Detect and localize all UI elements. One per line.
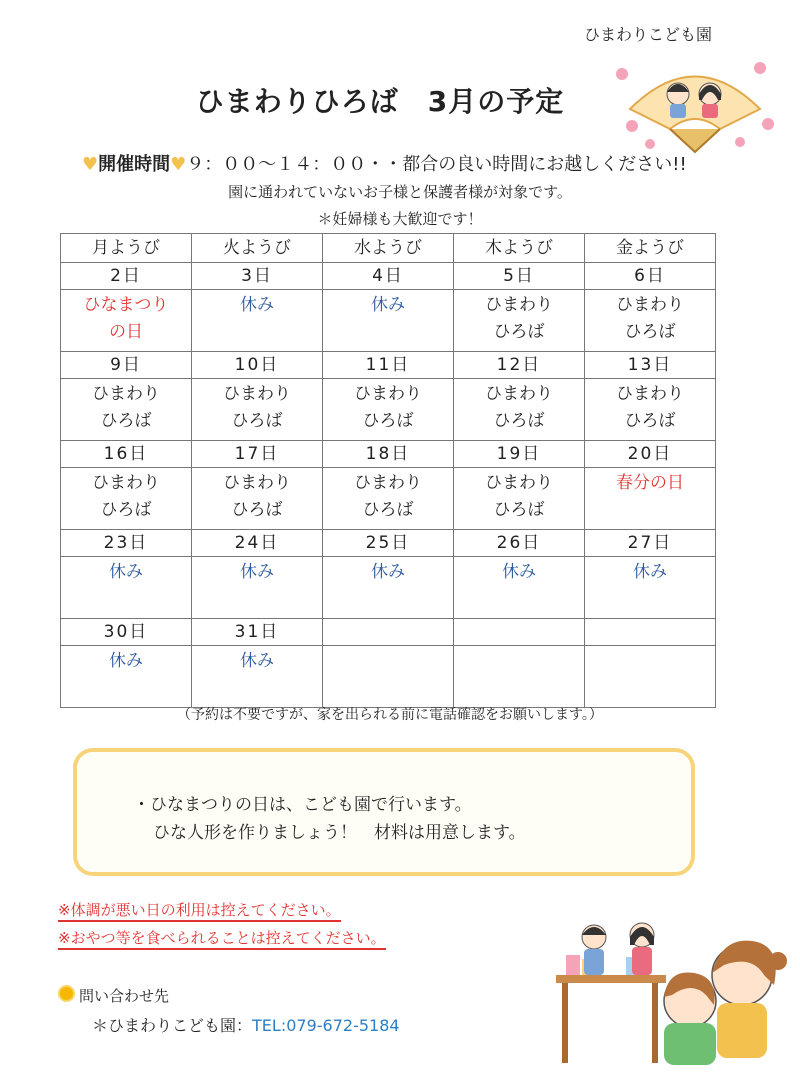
calendar-header-row (61, 234, 716, 263)
heart-icon: ♥ (82, 154, 99, 175)
org-name: ひまわりこども園 (584, 25, 713, 44)
date-cell: 18日 (323, 441, 454, 468)
activity-line: 休み (109, 651, 143, 671)
activity-line: 休み (633, 562, 667, 582)
activity-line: ひまわり (485, 384, 553, 404)
activity-cell (61, 468, 192, 530)
date-cell: 30日 (61, 619, 192, 646)
phone-number[interactable]: TEL:079-672-5184 (252, 1016, 400, 1035)
activity-cell (585, 468, 716, 530)
pregnant-welcome: ＊妊婦様も大歓迎です！ (317, 210, 483, 228)
children-hina-illustration (552, 915, 792, 1065)
date-row (61, 352, 716, 379)
activity-row (61, 646, 716, 708)
activity-line: ひろば (493, 500, 545, 520)
activity-line: ひろば (624, 411, 676, 431)
activity-row (61, 290, 716, 352)
contact-heading (58, 985, 169, 1006)
date-cell: 31日 (192, 619, 323, 646)
warning-text: ※体調が悪い日の利用は控えてください。 (58, 900, 341, 922)
weekday-header: 月ようび (61, 234, 192, 263)
hinamatsuri-info-box (73, 748, 695, 876)
date-cell: 16日 (61, 441, 192, 468)
activity-line: ひまわり (485, 473, 553, 493)
activity-line: ひまわり (223, 473, 291, 493)
activity-line: ひろば (493, 411, 545, 431)
activity-cell (323, 646, 454, 708)
activity-row (61, 557, 716, 619)
date-cell: 20日 (585, 441, 716, 468)
date-cell: 13日 (585, 352, 716, 379)
event-hours (82, 150, 687, 176)
activity-cell (454, 379, 585, 441)
activity-line: 休み (371, 295, 405, 315)
date-cell (454, 619, 585, 646)
date-cell: 10日 (192, 352, 323, 379)
date-cell: 25日 (323, 530, 454, 557)
activity-cell (454, 290, 585, 352)
activity-cell (192, 379, 323, 441)
weekday-header: 金ようび (585, 234, 716, 263)
activity-line: 休み (240, 295, 274, 315)
date-cell: 17日 (192, 441, 323, 468)
activity-line: ひまわり (92, 473, 160, 493)
warning-text: ※おやつ等を食べられることは控えてください。 (58, 928, 386, 950)
schedule-calendar (60, 233, 716, 708)
date-cell: 19日 (454, 441, 585, 468)
hina-fan-illustration (610, 54, 780, 154)
activity-line: ひなまつり (83, 295, 169, 315)
activity-line: ひろば (231, 500, 283, 520)
date-cell: 11日 (323, 352, 454, 379)
date-cell (585, 619, 716, 646)
activity-line: ひろば (231, 411, 283, 431)
weekday-header: 火ようび (192, 234, 323, 263)
activity-line: ひろば (624, 322, 676, 342)
activity-line: ひまわり (354, 384, 422, 404)
contact-line (92, 1013, 400, 1036)
activity-cell (585, 557, 716, 619)
activity-line: 休み (371, 562, 405, 582)
hours-text: ９：００～１４：００・・都合の良い時間にお越しください!! (186, 154, 687, 175)
hours-label: 開催時間 (98, 154, 171, 175)
date-cell (323, 619, 454, 646)
heart-icon: ♥ (170, 154, 187, 175)
activity-cell (61, 290, 192, 352)
activity-line: ひまわり (616, 384, 684, 404)
date-cell: 9日 (61, 352, 192, 379)
activity-line: ひまわり (92, 384, 160, 404)
activity-line: ひまわり (354, 473, 422, 493)
activity-cell (585, 646, 716, 708)
contact-label: 問い合わせ先 (79, 987, 170, 1005)
activity-line: ひまわり (616, 295, 684, 315)
date-cell: 26日 (454, 530, 585, 557)
activity-cell (61, 379, 192, 441)
activity-line: 春分の日 (616, 473, 684, 493)
date-cell: 4日 (323, 263, 454, 290)
weekday-header: 水ようび (323, 234, 454, 263)
activity-line: 休み (240, 651, 274, 671)
activity-line: 休み (109, 562, 143, 582)
activity-cell (192, 290, 323, 352)
activity-cell (585, 290, 716, 352)
activity-cell (585, 379, 716, 441)
activity-row (61, 379, 716, 441)
info-line: ひな人形を作りましょう！ 材料は用意します。 (153, 823, 526, 843)
date-cell: 2日 (61, 263, 192, 290)
activity-line: ひまわり (485, 295, 553, 315)
contact-org: ＊ひまわりこども園： (92, 1016, 253, 1035)
activity-cell (323, 379, 454, 441)
activity-line: ひろば (493, 322, 545, 342)
target-audience: 園に通われていないお子様と保護者様が対象です。 (228, 183, 572, 201)
date-cell: 27日 (585, 530, 716, 557)
date-row (61, 619, 716, 646)
activity-line: ひまわり (223, 384, 291, 404)
sunflower-icon (58, 985, 75, 1002)
activity-line: ひろば (362, 411, 414, 431)
activity-cell (192, 557, 323, 619)
info-line: ・ひなまつりの日は、こども園で行います。 (133, 795, 472, 815)
weekday-header: 木ようび (454, 234, 585, 263)
activity-cell (323, 468, 454, 530)
activity-row (61, 468, 716, 530)
activity-cell (323, 290, 454, 352)
activity-cell (454, 468, 585, 530)
date-cell: 12日 (454, 352, 585, 379)
date-cell: 3日 (192, 263, 323, 290)
activity-line: 休み (502, 562, 536, 582)
date-cell: 24日 (192, 530, 323, 557)
date-cell: 6日 (585, 263, 716, 290)
activity-line: ひろば (362, 500, 414, 520)
activity-line: ひろば (100, 411, 152, 431)
reservation-note: （予約は不要ですが、家を出られる前に電話確認をお願いします。） (177, 707, 603, 723)
date-row (61, 530, 716, 557)
date-cell: 23日 (61, 530, 192, 557)
activity-line: の日 (109, 322, 143, 342)
activity-cell (192, 468, 323, 530)
activity-cell (454, 646, 585, 708)
activity-cell (61, 557, 192, 619)
date-cell: 5日 (454, 263, 585, 290)
activity-line: ひろば (100, 500, 152, 520)
activity-cell (323, 557, 454, 619)
activity-cell (454, 557, 585, 619)
page-title: ひまわりひろば 3月の予定 (195, 85, 565, 118)
activity-line: 休み (240, 562, 274, 582)
activity-cell (61, 646, 192, 708)
date-row (61, 441, 716, 468)
activity-cell (192, 646, 323, 708)
date-row (61, 263, 716, 290)
